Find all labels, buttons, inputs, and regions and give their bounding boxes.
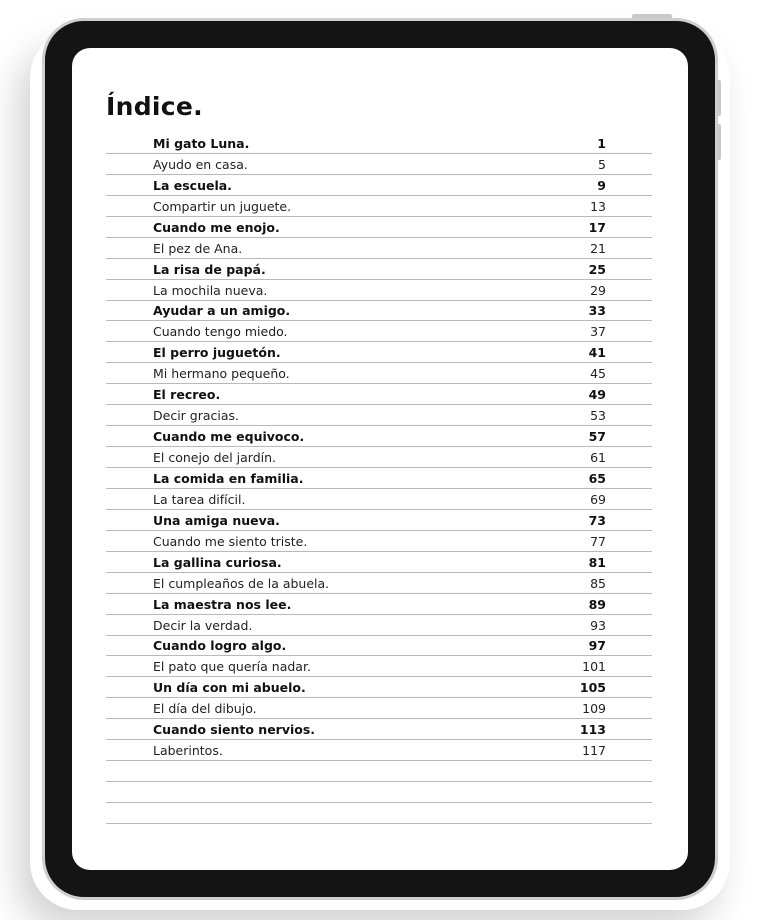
toc-entry-title: El pez de Ana. (153, 240, 243, 256)
toc-entry-title: El recreo. (153, 387, 221, 403)
toc-entry[interactable] (106, 321, 652, 342)
toc-entry-page-number: 45 (590, 366, 606, 382)
toc-entry[interactable] (106, 363, 652, 384)
toc-entry-title: La risa de papá. (153, 261, 266, 277)
toc-entry-page-number: 29 (590, 282, 606, 298)
toc-entry-page-number: 33 (588, 303, 606, 319)
toc-entry-title: Ayudar a un amigo. (153, 303, 291, 319)
toc-entry-title: Decir gracias. (153, 408, 239, 424)
toc-entry-page-number: 65 (588, 470, 606, 486)
toc-entry-title: La tarea difícil. (153, 491, 246, 507)
toc-entry-page-number: 93 (590, 617, 606, 633)
toc-entry[interactable] (106, 594, 652, 615)
toc-entry-title: Mi hermano pequeño. (153, 366, 290, 382)
toc-entry-page-number: 49 (588, 387, 606, 403)
toc-entry-page-number: 85 (590, 575, 606, 591)
toc-entry-page-number: 97 (588, 638, 606, 654)
toc-entry-title: La mochila nueva. (153, 282, 268, 298)
toc-entry-page-number: 57 (588, 429, 606, 445)
toc-entry-page-number: 61 (590, 450, 606, 465)
toc-entry[interactable] (106, 384, 652, 405)
toc-entry-title: La comida en familia. (153, 470, 304, 486)
toc-entry[interactable] (106, 259, 652, 280)
toc-entry[interactable] (106, 280, 652, 301)
toc-entry[interactable] (106, 636, 652, 657)
toc-entry-page-number: 53 (590, 408, 606, 424)
toc-entry-page-number: 89 (588, 596, 606, 612)
toc-entry-page-number: 37 (590, 324, 606, 340)
toc-entry-page-number: 5 (598, 156, 606, 172)
toc-entry[interactable] (106, 238, 652, 259)
toc-entry[interactable] (106, 217, 652, 238)
toc-blank-line (106, 782, 652, 803)
toc-entry-page-number: 9 (597, 177, 606, 193)
toc-entry[interactable] (106, 154, 652, 175)
toc-entry[interactable] (106, 342, 652, 363)
toc-entry-title: Cuando me equivoco. (153, 429, 305, 445)
toc-entry[interactable] (106, 175, 652, 196)
toc-entry-title: El perro juguetón. (153, 345, 281, 361)
toc-entry-title: Ayudo en casa. (153, 156, 248, 172)
toc-blank-line (106, 803, 652, 824)
tablet-screen (72, 48, 688, 870)
toc-entry-page-number: 41 (588, 345, 606, 361)
toc-entry-page-number: 117 (582, 743, 606, 759)
toc-entry-title: Laberintos. (153, 743, 223, 759)
toc-entry-title: Cuando logro algo. (153, 638, 287, 654)
toc-entry[interactable] (106, 133, 652, 154)
toc-entry-page-number: 13 (590, 198, 606, 214)
toc-entry[interactable] (106, 447, 652, 468)
toc-entry-title: La escuela. (153, 177, 232, 193)
toc-entry-title: Cuando me siento triste. (153, 533, 308, 549)
toc-entry-page-number: 25 (588, 261, 606, 277)
toc-entry[interactable] (106, 656, 652, 677)
toc-entry[interactable] (106, 552, 652, 573)
toc-entry[interactable] (106, 698, 652, 719)
toc-entry-title: La gallina curiosa. (153, 554, 282, 570)
toc-entry-title: Decir la verdad. (153, 617, 253, 633)
toc-entry[interactable] (106, 301, 652, 322)
toc-entry[interactable] (106, 510, 652, 531)
toc-entry-page-number: 113 (579, 722, 606, 738)
toc-entry[interactable] (106, 719, 652, 740)
toc-entry-page-number: 21 (590, 240, 606, 256)
toc-entry[interactable] (106, 489, 652, 510)
toc-entry[interactable] (106, 196, 652, 217)
toc-entry[interactable] (106, 531, 652, 552)
toc-entry[interactable] (106, 615, 652, 636)
page-title: Índice. (106, 92, 203, 121)
toc-entry-page-number: 17 (588, 219, 606, 235)
toc-entry-title: Un día con mi abuelo. (153, 680, 306, 696)
toc-entry[interactable] (106, 426, 652, 447)
toc-entry-title: Una amiga nueva. (153, 512, 280, 528)
toc-entry-page-number: 73 (588, 512, 606, 528)
toc-entry-title: Cuando me enojo. (153, 219, 280, 235)
toc-entry[interactable] (106, 740, 652, 761)
toc-blank-line (106, 761, 652, 782)
toc-entry-page-number: 81 (588, 554, 606, 570)
toc-entry-page-number: 69 (590, 491, 606, 507)
toc-entry-page-number: 109 (582, 701, 606, 717)
toc-entry-title: Cuando siento nervios. (153, 722, 316, 738)
toc-entry-title: El pato que quería nadar. (153, 659, 311, 675)
toc-entry-page-number: 105 (579, 680, 606, 696)
toc-entry-title: La maestra nos lee. (153, 596, 292, 612)
toc-entry-title: Compartir un juguete. (153, 198, 292, 214)
toc-entry[interactable] (106, 677, 652, 698)
toc-entry-page-number: 101 (582, 659, 606, 675)
toc-entry-title: Cuando tengo miedo. (153, 324, 288, 340)
toc-entry-page-number: 1 (597, 135, 606, 151)
toc-entry-page-number: 77 (590, 533, 606, 549)
toc-entry[interactable] (106, 468, 652, 489)
toc-entry-title: El cumpleaños de la abuela. (153, 575, 330, 591)
toc-entry-title: El conejo del jardín. (153, 450, 276, 465)
toc-entry[interactable] (106, 573, 652, 594)
toc-entry-title: Mi gato Luna. (153, 135, 250, 151)
table-of-contents (106, 133, 652, 824)
toc-entry-title: El día del dibujo. (153, 701, 257, 717)
toc-entry[interactable] (106, 405, 652, 426)
